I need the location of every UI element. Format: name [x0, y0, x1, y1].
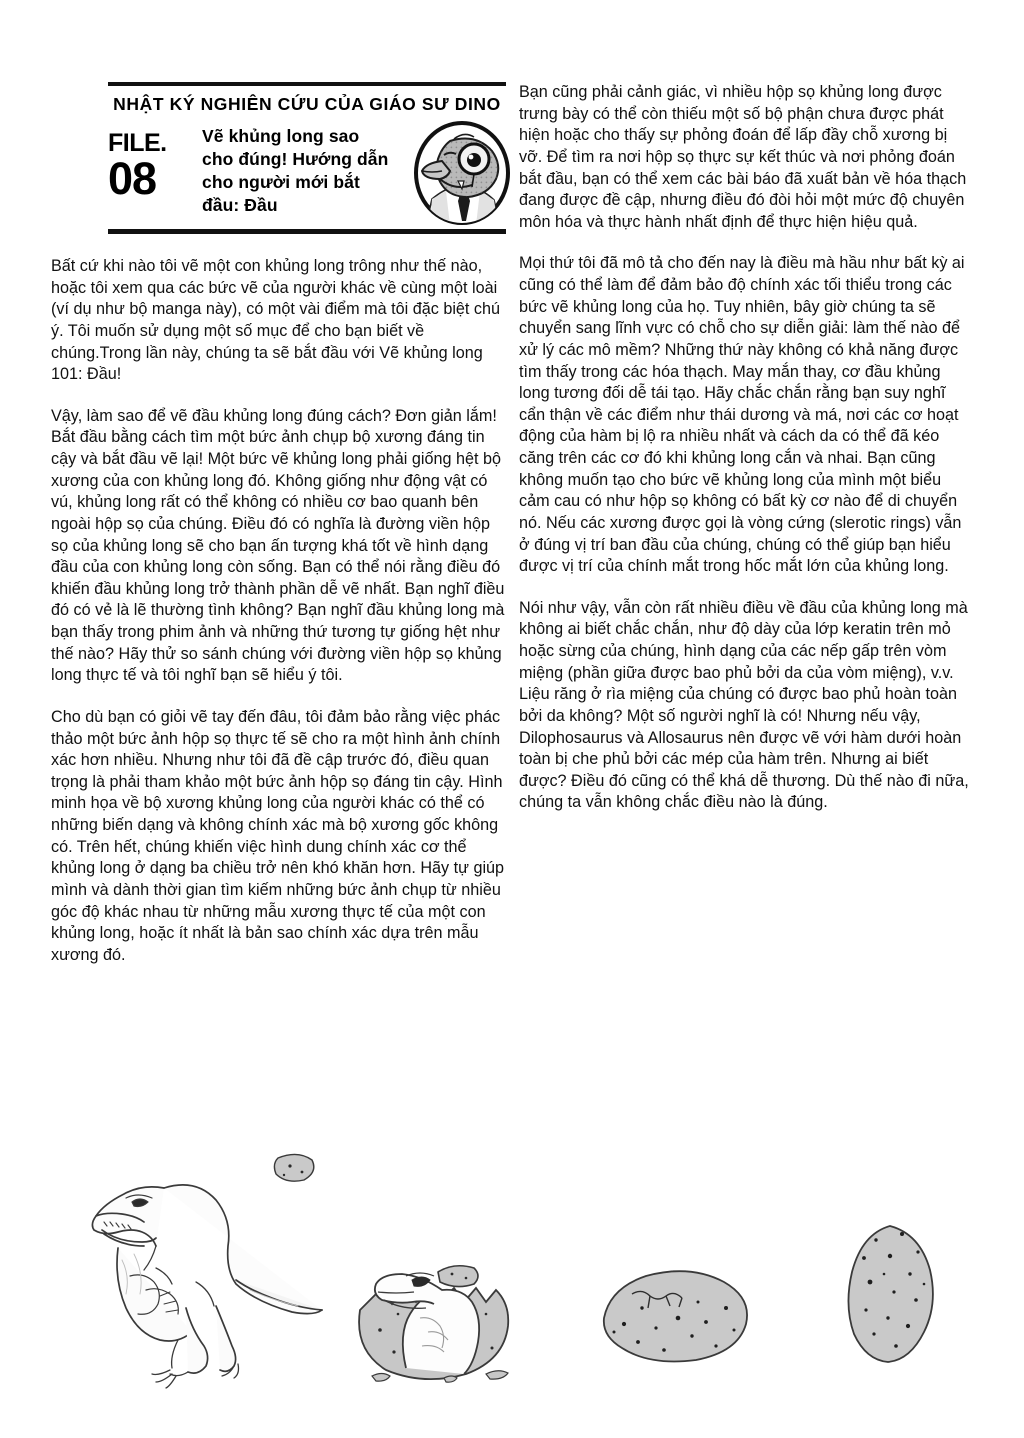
paragraph: Vậy, làm sao để vẽ đầu khủng long đúng cách? Đơn giản lắm! Bắt đầu bằng cách tìm một bức ảnh chụp bộ xương đáng tin cậy và bắt đầu vẽ lại! Một bức vẽ khủng long phải giống hệt bộ xương của con khủng long đó. Không giống như động vật có vú, khủng long rất có thể không có nhiều cơ bao quanh bên ngoài hộp sọ của chúng. Điều đó có nghĩa là đường viền hộp sọ của khủng long sẽ cho bạn ấn tượng khá tốt về hình dạng đầu của con khủng long còn sống. Bạn có thể nói rằng điều đó khiến đầu khủng long trở thành phần dễ vẽ nhất. Bạn nghĩ điều đó có vẻ là lẽ thường tình không? Bạn nghĩ đầu khủng long mà bạn thấy trong phim ảnh và những thứ tương tự giống hệt như thế nào? Hãy thử so sánh chúng với đường viền hộp sọ khủng long thực tế và tôi nghĩ bạn sẽ hiểu ý tôi.: [51, 406, 505, 685]
headline-line-2: cho đúng! Hướng dẫn: [202, 149, 389, 170]
speckled-egg-lying-cracked-sketch: [598, 1262, 763, 1367]
headline-line-3: cho người mới bắt: [202, 171, 360, 192]
paragraph: Bạn cũng phải cảnh giác, vì nhiều hộp sọ khủng long được trưng bày có thể còn thiếu một số bộ phận chưa được phát hiện hoặc cho thấy sự phỏng đoán để lấp đầy chỗ xương bị vỡ. Để tìm ra nơi hộp sọ thực sự kết thúc và nơi phỏng đoán bắt đầu, bạn có thể xem các bài báo đã xuất bản về hóa thạch đang được đề cập, nhưng điều đó đòi hỏi một mức độ chuyên môn hóa và thực hành nhất định để thực hiện hiệu quả.: [519, 83, 967, 231]
masthead-body: [108, 119, 506, 229]
speckled-egg-upright-sketch: [840, 1222, 940, 1367]
left-text-column: [51, 256, 511, 966]
headline-line-4: đầu: Đầu: [202, 194, 278, 215]
file-number-block: [108, 119, 200, 205]
paragraph: Cho dù bạn có giỏi vẽ tay đến đâu, tôi đảm bảo rằng việc phác thảo một bức ảnh hộp sọ thực tế sẽ cho ra một hình ảnh chính xác hơn nhiều. Nhưng như tôi đã đề cập trước đó, điều quan trọng là phải tham khảo một bức ảnh hộp sọ đáng tin cậy. Hình minh họa về bộ xương khủng long của người khác có thể có những biến dạng và không chính xác mà bộ xương gốc không có. Trên hết, chúng khiến việc hình dung chính xác cơ thể khủng long ở dạng ba chiều trở nên khó khăn hơn. Hãy tự giúp mình và dành thời gian tìm kiếm những bức ảnh chụp từ nhiều góc độ khác nhau từ những mẫu xương thực tế của một con khủng long, hoặc ít nhất là bản sao chính xác dựa trên mẫu xương đó.: [51, 707, 505, 964]
professor-dino-mascot-icon: [410, 121, 514, 225]
headline-line-1: Vẽ khủng long sao: [202, 126, 360, 147]
dinosaur-hatching-from-egg-sketch: [336, 1218, 541, 1388]
paragraph: Bất cứ khi nào tôi vẽ một con khủng long trông như thế nào, hoặc tôi xem qua các bức vẽ của người khác về cùng một loài (ví dụ như bộ manga này), có một vài điểm mà tôi đặc biệt chú ý. Tôi muốn sử dụng một số mục để cho bạn biết về chúng.Trong lần này, chúng ta sẽ bắt đầu với Vẽ khủng long 101: Đầu!: [51, 257, 501, 384]
file-label: FILE.: [108, 129, 167, 158]
masthead-bottom-rule: [108, 229, 506, 234]
article-masthead: [108, 82, 506, 234]
paragraph: Mọi thứ tôi đã mô tả cho đến nay là điều mà hầu như bất kỳ ai cũng có thể làm để đảm bảo độ chính xác tối thiểu trong các bức vẽ khủng long của họ. Tuy nhiên, bây giờ chúng ta sẽ chuyển sang lĩnh vực có chỗ cho sự diễn giải: làm thế nào để xử lý các mô mềm? Những thứ này không có khả năng được tìm thấy trong các hóa thạch. May mắn thay, cơ đầu khủng long tương đối dễ tái tạo. Hãy chắc chắn rằng bạn suy nghĩ cẩn thận về các điểm như thái dương và má, nơi các cơ hoạt động của hàm bị lộ ra nhiều nhất và cách da có thể đã kéo căng trên các cơ đó khi khủng long cắn và nhai. Bạn cũng không muốn tạo cho bức vẽ khủng long của mình một biểu cảm cau có như hộp sọ không có bất kỳ cơ nào để di chuyển nó. Nếu các xương được gọi là vòng cứng (slerotic rings) vẫn ở đúng vị trí ban đầu của chúng, chúng có thể giúp bạn hiểu được vị trí của chính mắt trong hốc mắt lớn của khủng long.: [519, 254, 965, 576]
file-number: 08: [108, 153, 157, 205]
series-title: NHẬT KÝ NGHIÊN CỨU CỦA GIÁO SƯ DINO: [113, 94, 501, 114]
hatchling-dinosaur-sketch: [60, 1150, 370, 1395]
right-text-column: [519, 82, 974, 814]
paragraph: Nói như vậy, vẫn còn rất nhiều điều về đầu của khủng long mà không ai biết chắc chắn, như độ dày của lớp keratin trên mỏ hoặc sừng của chúng, hình dạng của các nếp gấp trên vòm miệng (phần giữa được bao phủ bởi da của vòm miệng), v.v. Liệu răng ở rìa miệng của chúng có được bao phủ hoàn toàn bởi da không? Một số người nghĩ là có! Nhưng nếu vậy, Dilophosaurus và Allosaurus nên được vẽ với hàm dưới hoàn toàn bị che phủ bởi các mép của hàm trên. Nhưng ai biết được? Điều đó cũng có thể khá dễ thương. Dù thế nào đi nữa, chúng ta vẫn không chắc điều nào là đúng.: [519, 598, 969, 812]
